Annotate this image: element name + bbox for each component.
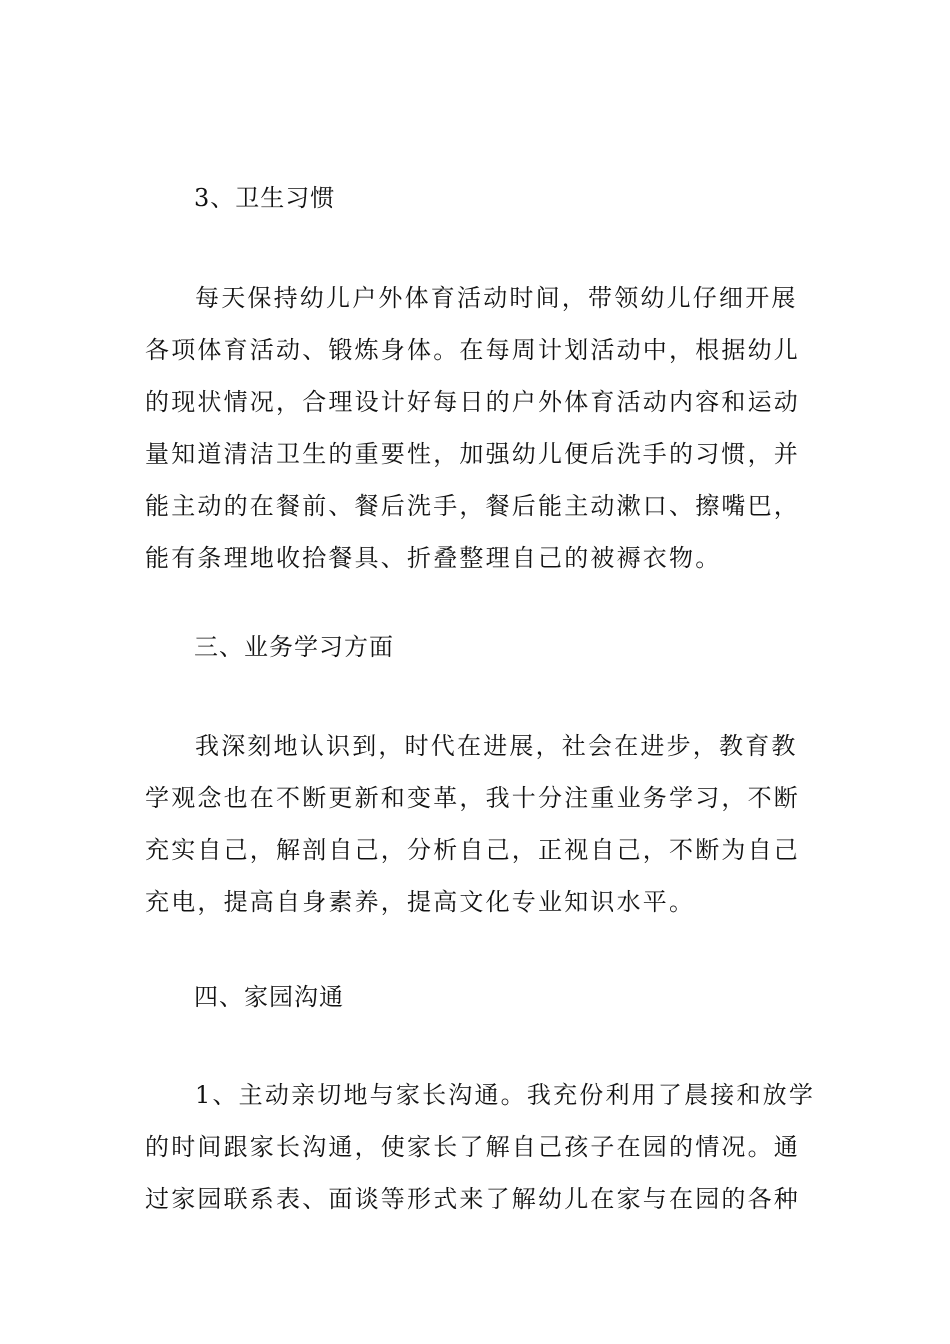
paragraph-communication bbox=[145, 1069, 816, 1225]
paragraph-line: 过家园联系表、面谈等形式来了解幼儿在家与在园的各种 bbox=[145, 1185, 800, 1213]
paragraph-line: 充电，提高自身素养，提高文化专业知识水平。 bbox=[145, 888, 696, 916]
paragraph-line: 学观念也在不断更新和变革，我十分注重业务学习，不断 bbox=[145, 784, 800, 812]
paragraph-line: 1、主动亲切地与家长沟通。我充份利用了晨接和放学 bbox=[195, 1081, 816, 1109]
section-heading-communication: 四、家园沟通 bbox=[194, 983, 344, 1011]
paragraph-line: 的现状情况，合理设计好每日的户外体育活动内容和运动 bbox=[145, 388, 800, 416]
paragraph-line: 能有条理地收拾餐具、折叠整理自己的被褥衣物。 bbox=[145, 544, 722, 572]
section-heading-study: 三、业务学习方面 bbox=[194, 633, 394, 661]
paragraph-line: 我深刻地认识到，时代在进展，社会在进步，教育教 bbox=[195, 732, 798, 760]
paragraph-line: 每天保持幼儿户外体育活动时间，带领幼儿仔细开展 bbox=[195, 284, 798, 312]
paragraph-line: 各项体育活动、锻炼身体。在每周计划活动中，根据幼儿 bbox=[145, 336, 800, 364]
paragraph-line: 充实自己，解剖自己，分析自己，正视自己，不断为自己 bbox=[145, 836, 800, 864]
paragraph-line: 的时间跟家长沟通，使家长了解自己孩子在园的情况。通 bbox=[145, 1133, 800, 1161]
paragraph-line: 量知道清洁卫生的重要性，加强幼儿便后洗手的习惯，并 bbox=[145, 440, 800, 468]
paragraph-line: 能主动的在餐前、餐后洗手，餐后能主动漱口、擦嘴巴， bbox=[145, 492, 800, 520]
paragraph-study bbox=[145, 720, 805, 928]
section-heading-hygiene: 3、卫生习惯 bbox=[194, 184, 336, 212]
paragraph-hygiene bbox=[145, 272, 805, 584]
